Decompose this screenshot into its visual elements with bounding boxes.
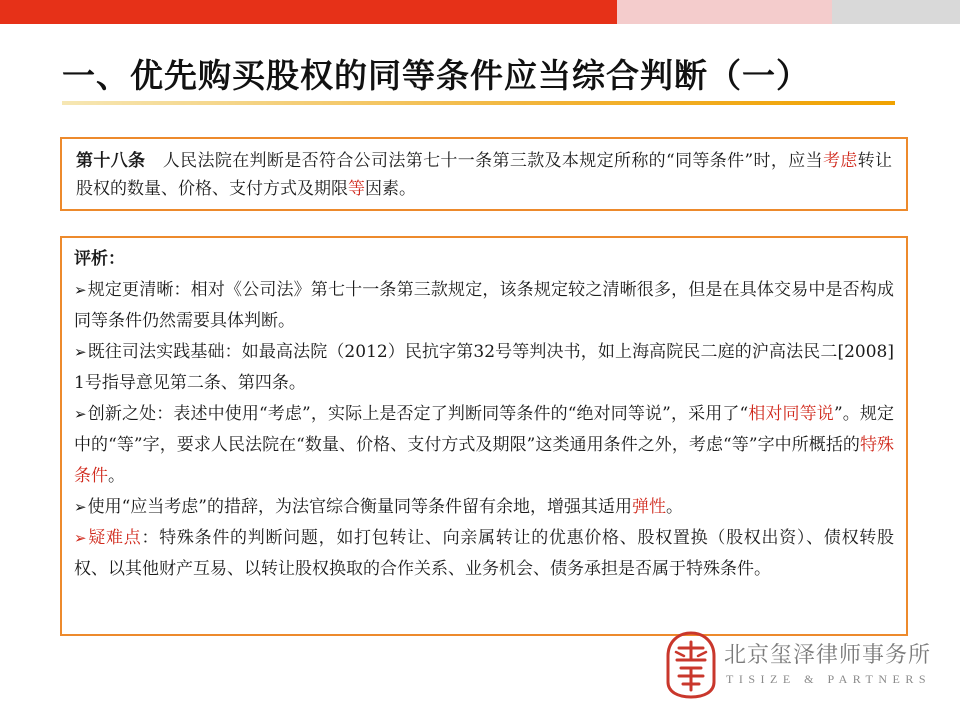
analysis-point-3-text-a: 创新之处：表述中使用“考虑”，实际上是否定了判断同等条件的“绝对同等说”，采用了“	[87, 404, 749, 424]
article-highlight-consider: 考虑	[822, 151, 858, 171]
article-label: 第十八条	[76, 151, 146, 171]
firm-seal-icon	[664, 630, 718, 700]
analysis-heading: 评析：	[74, 249, 125, 269]
analysis-point-3-text-c: 。	[108, 466, 125, 486]
top-bar-pink-segment	[617, 0, 832, 24]
top-color-bar	[0, 0, 960, 24]
analysis-point-1-text: 规定更清晰：相对《公司法》第七十一条第三款规定，该条规定较之清晰很多，但是在具体交易中是否构成同等条件仍然需要具体判断。	[74, 280, 894, 331]
analysis-point-4-text-b: 。	[665, 497, 683, 517]
analysis-point-1	[74, 275, 894, 337]
analysis-point-3-text-b: ”。规定中的“等”字，要求人民法院在“数量、价格、支付方式及期限”这类通用条件之外，考虑“等”字中所概括的	[74, 404, 895, 455]
article-text	[76, 147, 892, 203]
article-text-part3: 因素。	[365, 179, 416, 199]
highlight-relative-equal: 相对同等说	[748, 404, 834, 424]
analysis-point-3	[74, 399, 894, 492]
analysis-box	[60, 236, 908, 636]
firm-name-cn: 北京玺泽律师事务所	[724, 643, 932, 668]
analysis-point-5	[74, 523, 894, 585]
arrow-bullet-icon: ➢	[74, 498, 87, 516]
top-bar-gray-segment	[832, 0, 960, 24]
arrow-bullet-icon: ➢	[74, 529, 87, 547]
firm-logo	[664, 630, 944, 702]
slide-title: 一、优先购买股权的同等条件应当综合判断（一）	[62, 56, 810, 95]
highlight-special-conditions: 特殊条件	[74, 435, 894, 486]
title-underline	[62, 101, 895, 105]
article-text-part1: 人民法院在判断是否符合公司法第七十一条第三款及本规定所称的“同等条件”时，应当	[162, 151, 823, 171]
analysis-point-4-text-a: 使用“应当考虑”的措辞，为法官综合衡量同等条件留有余地，增强其适用	[87, 497, 632, 517]
top-bar-red-segment	[0, 0, 617, 24]
arrow-bullet-icon: ➢	[74, 343, 87, 361]
firm-name-en: TISIZE & PARTNERS	[726, 672, 932, 686]
highlight-flexibility: 弹性	[631, 497, 666, 517]
article-box	[60, 137, 908, 211]
analysis-point-2	[74, 337, 894, 399]
analysis-point-4	[74, 492, 894, 523]
arrow-bullet-icon: ➢	[74, 281, 87, 299]
arrow-bullet-icon: ➢	[74, 405, 87, 423]
article-text-part2: 转让股权的数量、价格、支付方式及期限	[76, 151, 893, 199]
highlight-difficult-point: 疑难点	[87, 528, 142, 548]
article-highlight-etc: 等	[348, 179, 365, 199]
analysis-point-2-text: 既往司法实践基础：如最高法院（2012）民抗字第32号等判决书，如上海高院民二庭的沪高法民二[2008]1号指导意见第二条、第四条。	[74, 342, 894, 393]
analysis-point-5-text: ：特殊条件的判断问题，如打包转让、向亲属转让的优惠价格、股权置换（股权出资）、债权转股权、以其他财产互易、以转让股权换取的合作关系、业务机会、债务承担是否属于特殊条件。	[74, 528, 895, 579]
